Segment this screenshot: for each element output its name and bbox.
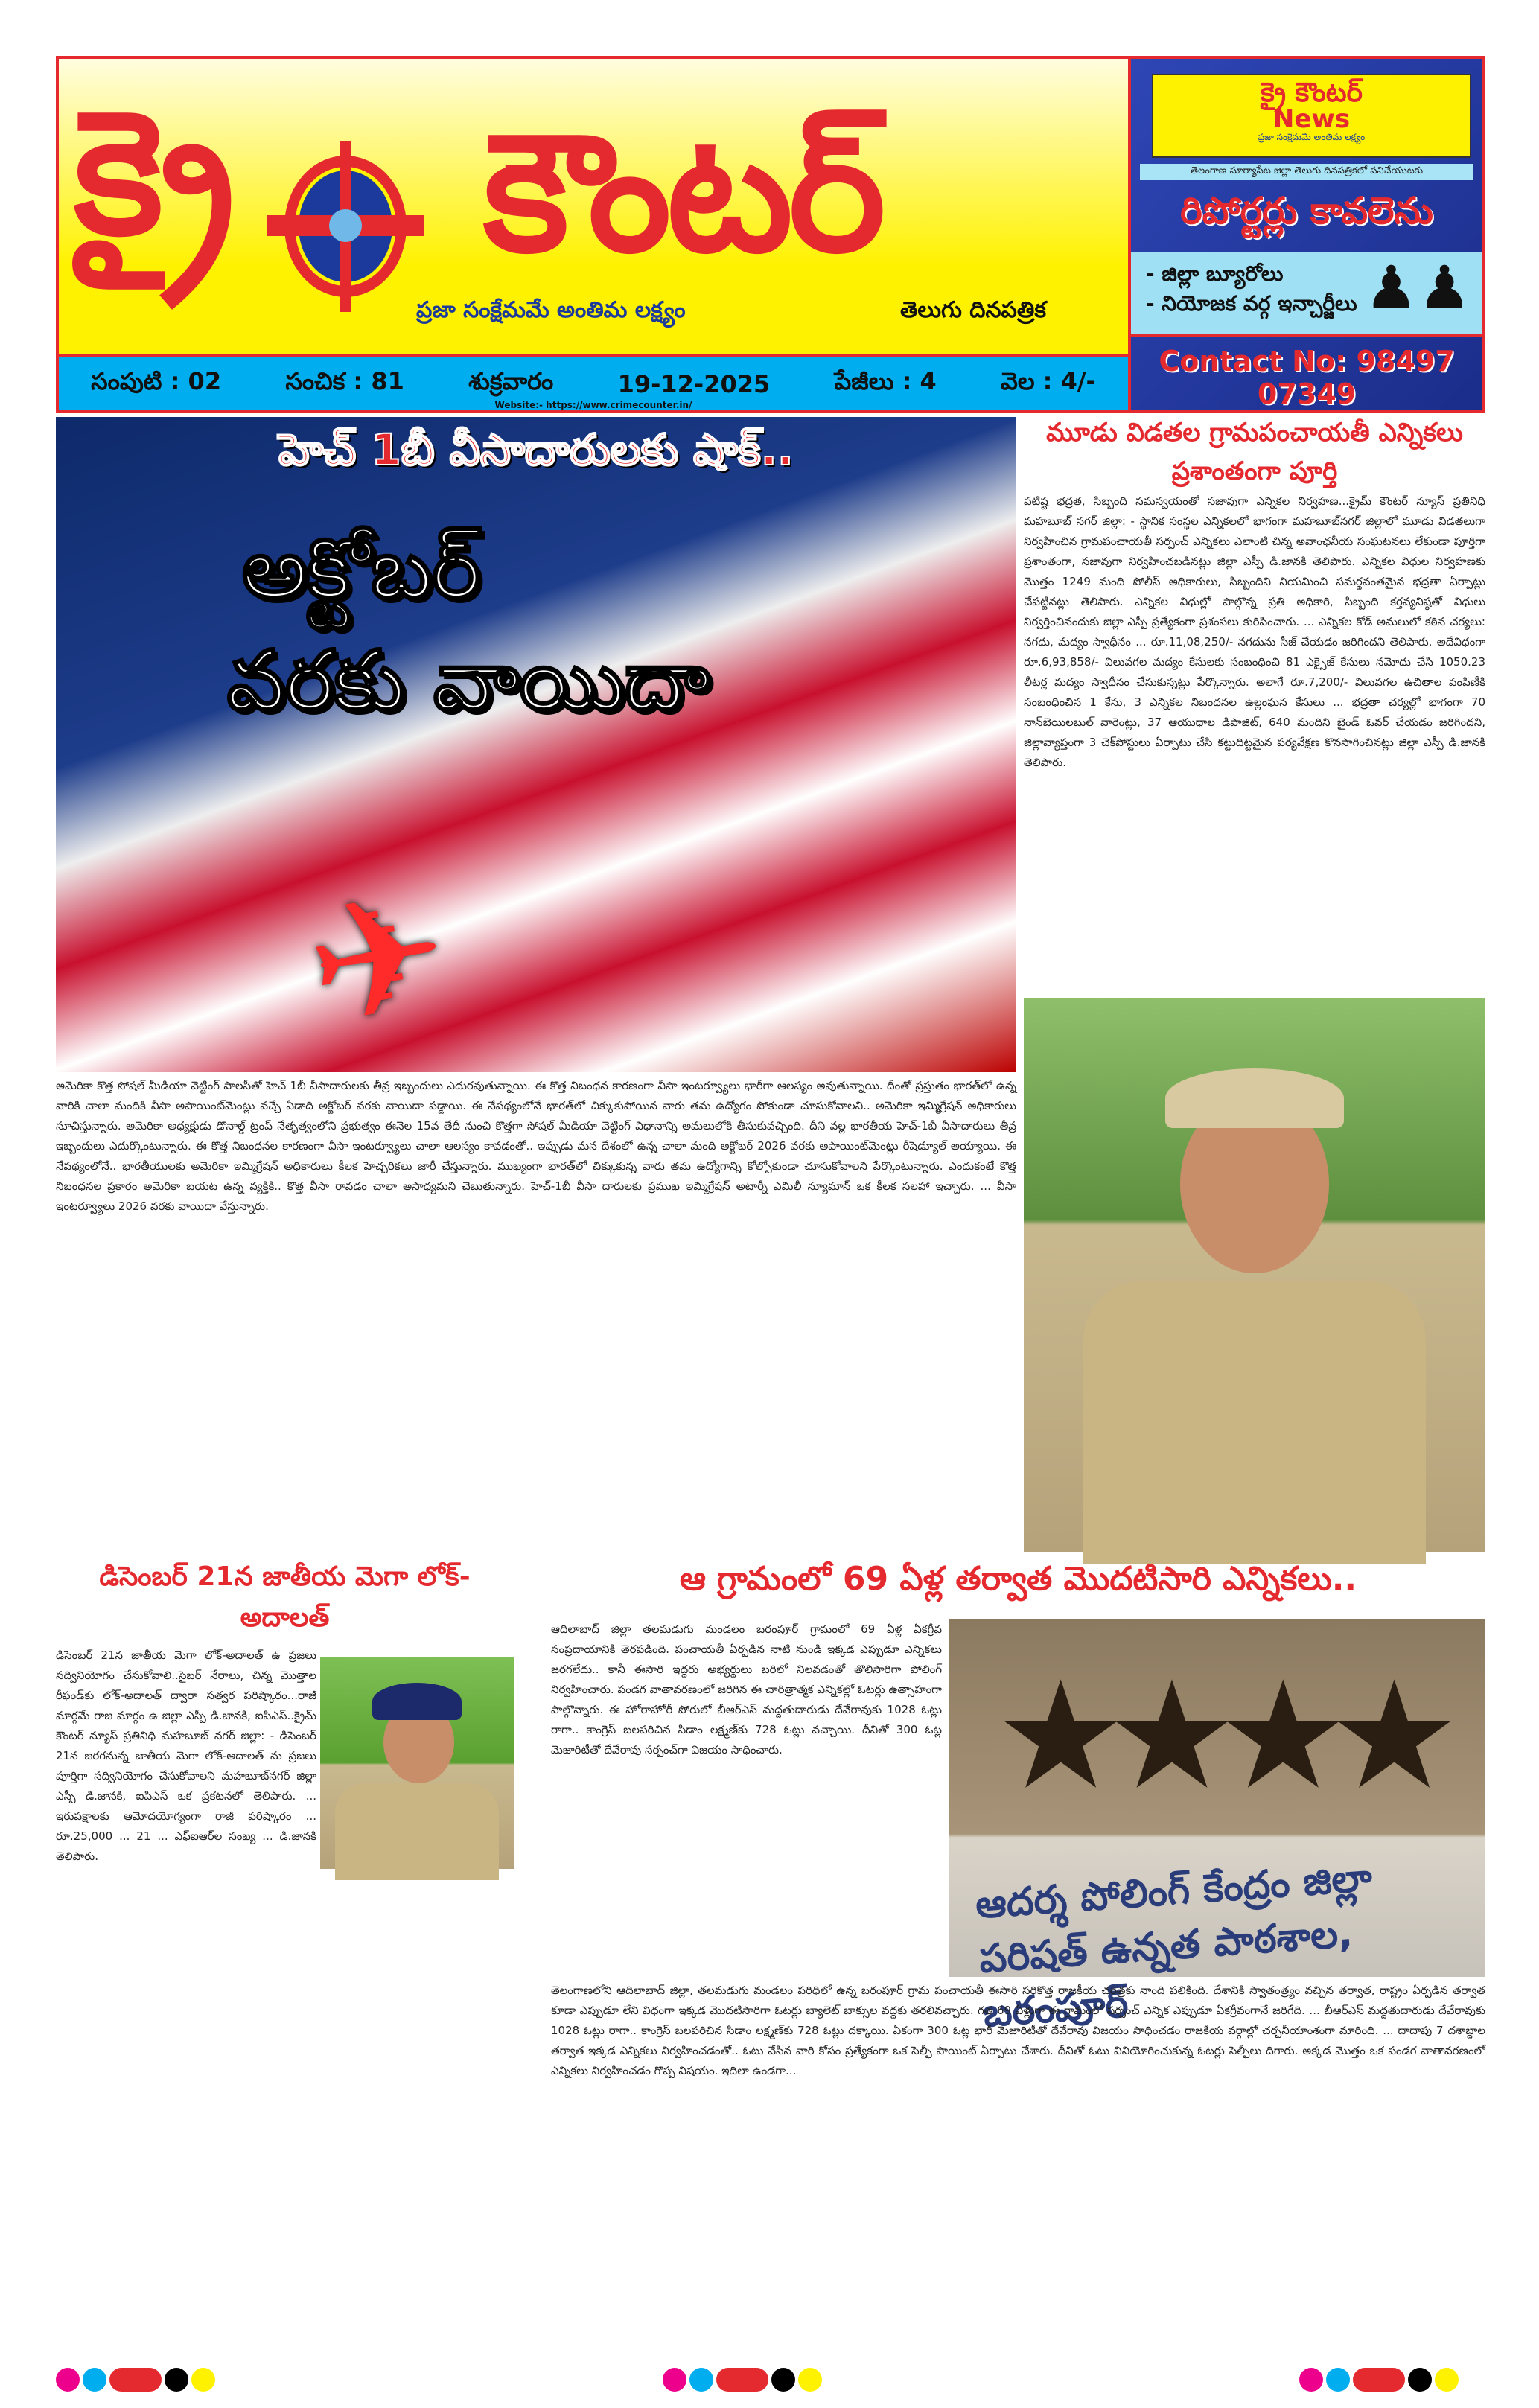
brand-name-left: క్రై (74, 74, 235, 273)
print-registration-marks (1299, 2368, 1459, 2392)
uniform (1083, 1281, 1426, 1564)
reporters-wanted-heading: రిపోర్టర్లు కావలెను (1180, 189, 1433, 233)
red-pill (1353, 2368, 1405, 2392)
price: వెల : 4/- (1001, 366, 1096, 395)
magenta-dot (663, 2368, 686, 2392)
news-logo (1152, 74, 1471, 158)
lok-adalat-body-text: డిసెంబర్ 21న జాతీయ మెగా లోక్-అదాలత్ ఉ ప్రజలు సద్వినియోగం చేసుకోవాలి..సైబర్ నేరాలు, చిన్న మొత్తాల రీఫండ్‌కు లోక్-అదాలత్ ద్వారా సత్వర పరిష్కారం...రాజీ మార్గమే రాజ మార్గం ఉ జిల్లా ఎస్పీ డి.జానకి, ఐపిఎస్..క్రైమ్ కౌంటర్ న్యూస్ ప్రతినిధి మహబూబ్ నగర్ జిల్లా: - డిసెంబర్ 21న జరగనున్న జాతీయ మెగా లోక్-అదాలత్ ను ప్రజలు పూర్తిగా సద్వినియోగం చేసుకోవాలని మహబూబ్‌నగర్ జిల్లా ఎస్పీ డి.జానకి, ఐపిఎస్ ఒక ప్రకటనలో తెలిపారు. ... ఇరుపక్షాలకు ఆమోదయోగ్యంగా రాజీ పరిష్కారం ... రూ.25,000 ... 21 ... ఎఫ్ఐఆర్‌ల సంఖ్య ... డి.జానకి తెలిపారు. (56, 1649, 316, 1863)
red-pill (716, 2368, 768, 2392)
polling-station-photo (949, 1619, 1485, 2036)
visa-story-image (56, 417, 1016, 1072)
black-dot (1408, 2368, 1432, 2392)
positions-list (1131, 252, 1482, 334)
lok-adalat-body (56, 1646, 514, 1869)
brand-name-right: కౌంటర్ (483, 98, 882, 288)
cyan-dot (689, 2368, 713, 2392)
issue-date: 19-12-2025 (617, 369, 771, 398)
cyan-dot (1326, 2368, 1350, 2392)
crosshair-globe-logo-icon (267, 141, 424, 312)
elections-headline: మూడు విడతల గ్రామపంచాయతీ ఎన్నికలు ప్రశాంతంగా పూర్తి (1046, 418, 1463, 486)
elections-body: పటిష్ట భద్రత, సిబ్బంది సమన్వయంతో సజావుగా ఎన్నికల నిర్వహణ...క్రైమ్ కౌంటర్ న్యూస్ ప్రతినిధి మహబూబ్ నగర్ జిల్లా: - స్థానిక సంస్థల ఎన్నికలలో భాగంగా మహబూబ్‌నగర్ జిల్లాలో మూడు విడతలుగా నిర్వహించిన గ్రామపంచాయతీ సర్పంచ్ ఎన్నికలు ఎలాంటి చిన్న అవాంఛనీయ సంఘటనలు లేకుండా పూర్తిగా ప్రశాంతంగా, సజావుగా నిర్వహించబడినట్లు జిల్లా ఎస్పీ డి.జానకి తెలిపారు. ఎన్నికల విధుల నిర్వహణకు మొత్తం 1249 మంది పోలీస్ అధికారులు, సిబ్బందిని నియమించి సమర్థవంతమైన భద్రతా ఏర్పాట్లు చేపట్టినట్లు తెలిపారు. ఎన్నికల విధుల్లో పాల్గొన్న ప్రతి అధికారి, సిబ్బంది కర్తవ్యనిష్ఠతో విధులు నిర్వర్తించినందుకు జిల్లా ఎస్పీ ప్రత్యేకంగా ప్రశంసలు కురిపించారు. ... ఎన్నికల కోడ్ అమలులో కఠిన చర్యలు: నగదు, మద్యం స్వాధీనం ... రూ.11,08,250/- నగదును సీజ్ చేయడం జరిగిందని తెలిపారు. అదేవిధంగా రూ.6,93,858/- విలువగల మద్యం కేసులకు సంబంధించి 81 ఎక్సైజ్ కేసులు నమోదు చేసి 1050.23 లీటర్ల మద్యం స్వాధీనం చేసుకున్నట్లు పేర్కొన్నారు. అలాగే రూ.7,200/- విలువగల ఉచితాల పంపిణీకి సంబంధించిన 1 కేసు, 3 ఎన్నికల నిబంధనల ఉల్లంఘన కేసులు ... భద్రతా చర్యల్లో భాగంగా 70 నాన్‌బెయిలబుల్ వారెంట్లు, 37 ఆయుధాల డిపాజిట్, 640 మందిని బైండ్ ఓవర్ చేయడం జరిగిందని, జిల్లావ్యాప్తంగా 3 చెక్‌పోస్టులు ఏర్పాటు చేసి కట్టుదిట్టమైన పర్యవేక్షణ కొనసాగించినట్లు జిల్లా ఎస్పీ డి.జానకి తెలిపారు. (1024, 494, 1485, 769)
village-story-body: ఆదిలాబాద్ జిల్లా తలమడుగు మండలం బరంపూర్ గ్రామంలో 69 ఏళ్ల ఏకగ్రీవ సంప్రదాయానికి తెరపడింది. పంచాయతీ ఏర్పడిన నాటి నుండి ఇక్కడ ఎప్పుడూ ఎన్నికలు జరగలేదు.. కానీ ఈసారి ఇద్దరు అభ్యర్థులు బరిలో నిలవడంతో తొలిసారిగా పోలింగ్ నిర్వహించారు. పండగ వాతావరణంలో జరిగిన ఈ చారిత్రాత్మక ఎన్నికల్లో ఓటర్లు ఉత్సాహంగా పాల్గొన్నారు. ఈ హోరాహోరీ పోరులో బీఆర్ఎస్ మద్దతుదారుడు దేవేరావుకు 1028 ఓట్లు రాగా.. కాంగ్రెస్ బలపరిచిన సిడాం లక్ష్మణ్‌కు 728 ఓట్లు వచ్చాయి. దీనితో 300 ఓట్ల మెజారిటీతో దేవేరావు సర్పంచ్‌గా విజయం సాధించారు. (551, 1622, 942, 1756)
position-item: - జిల్లా బ్యూరోలు (1146, 261, 1284, 287)
visa-image-line: అక్టోబర్ (242, 521, 481, 617)
website-link[interactable]: Website:- https://www.crimecounter.in/ (494, 400, 692, 410)
lok-adalat-headline: డిసెంబర్ 21న జాతీయ మెగా లోక్-అదాలత్ (99, 1561, 471, 1633)
daily-label: తెలుగు దినపత్రిక (900, 297, 1046, 323)
position-item: - నియోజక వర్గ ఇన్చార్జీలు (1146, 291, 1357, 316)
red-pill (109, 2368, 162, 2392)
masthead-main (59, 59, 1131, 410)
weekday: శుక్రవారం (468, 366, 554, 395)
print-registration-marks (663, 2368, 822, 2392)
tagline: ప్రజా సంక్షేమమే అంతిమ లక్ష్యం (416, 297, 686, 323)
news-logo-subtitle: News (1272, 104, 1351, 134)
polling-station-sign: ఆదర్శ పోలింగ్ కేంద్రం జిల్లా పరిషత్ ఉన్నత పాఠశాల, బరంపూర్ (974, 1855, 1374, 2036)
issue-info-bar (59, 354, 1128, 410)
contact-number: Contact No: 98497 07349 (1131, 334, 1482, 410)
news-logo-tagline: ప్రజా సంక్షేమమే అంతిమ లక్ష్యం (1258, 132, 1366, 142)
magenta-dot (56, 2368, 80, 2392)
magenta-dot (1299, 2368, 1323, 2392)
airplane-icon: ✈ (293, 853, 462, 1066)
issue-number: సంచిక : 81 (285, 366, 404, 395)
photo-spacer (316, 1646, 514, 1869)
page-count: పేజీలు : 4 (834, 366, 937, 395)
volume: సంపుటి : 02 (91, 366, 222, 395)
black-dot (165, 2368, 188, 2392)
people-silhouette-icon: ♟♟ (1364, 253, 1471, 323)
masthead-banner (59, 59, 1128, 354)
sp-portrait-photo (1024, 998, 1485, 1552)
visa-image-line: వరకు వాయిదా (227, 633, 710, 728)
visa-story-body: అమెరికా కొత్త సోషల్ మీడియా వెట్టింగ్ పాలసీతో హెచ్ 1బీ వీసాదారులకు తీవ్ర ఇబ్బందులు ఎదురవుతున్నాయి. ఈ కొత్త నిబంధన కారణంగా వీసా ఇంటర్వ్యూలు భారీగా ఆలస్యం అవుతున్నాయి. దీంతో ప్రస్తుతం భారత్‌లో ఉన్న వారికి చాలా మందికి వీసా అపాయింట్‌మెంట్లు వచ్చే ఏడాది అక్టోబర్ వరకు వాయిదా పడ్డాయి. ఈ నేపథ్యంలోనే భారత్‌లో చిక్కుకుపోయిన వారు తమ ఉద్యోగం పోకుండా చూసుకోవాలని.. అమెరికా ఇమ్మిగ్రేషన్ అధికారులు సూచిస్తున్నారు. అమెరికా అధ్యక్షుడు డొనాల్డ్ ట్రంప్ నేతృత్వంలోని ప్రభుత్వం ఈనెల 15వ తేదీ నుంచి కొత్తగా సోషల్ మీడియా వెట్టింగ్ విధానాన్ని అమలులోకి తీసుకువచ్చింది. దీని వల్ల భారతీయ హెచ్-1బీ వీసాదారులు తీవ్ర ఇబ్బందులు ఎదుర్కొంటున్నారు. ఈ కొత్త నిబంధనల కారణంగా వీసా ఇంటర్వ్యూలు చాలా ఆలస్యం కావడంతో.. ఇప్పుడు మన దేశంలో ఉన్న చాలా మంది అక్టోబర్ 2026 వరకు అపాయింట్‌మెంట్లు రీషెడ్యూల్ అయ్యాయి. ఈ నేపథ్యంలోనే.. భారతీయులకు అమెరికా ఇమ్మిగ్రేషన్ అధికారులు కీలక హెచ్చరికలు జారీ చేస్తున్నారు. ముఖ్యంగా భారత్‌లో చిక్కుకున్న వారు తమ ఉద్యోగాన్ని కోల్పోకుండా చూసుకోవాలని పేర్కొంటున్నారు. ఎందుకంటే కొత్త నిబంధనల ప్రకారం అమెరికా బయట ఉన్న వ్యక్తికి.. కొత్త వీసా రావడం చాలా అసాధ్యమని చెబుతున్నారు. హెచ్-1బీ వీసా దారులకు ప్రముఖ ఇమ్మిగ్రేషన్ అటార్నీ ఎమిలీ న్యూమాన్ ఒక కీలక సలహా ఇచ్చారు. ... వీసా ఇంటర్వ్యూలు 2026 వరకు వాయిదా వేస్తున్నారు. (56, 1079, 1016, 1213)
print-registration-marks (56, 2368, 215, 2392)
village-story-body-continued: తెలంగాణలోని ఆదిలాబాద్ జిల్లా, తలమడుగు మండలం పరిధిలో ఉన్న బరంపూర్ గ్రామ పంచాయతీ ఈసారి సరికొత్త రాజకీయ చరిత్రకు నాంది పలికింది. దేశానికి స్వాతంత్ర్యం వచ్చిన తర్వాత, రాష్ట్రం ఏర్పడిన తర్వాత కూడా ఎప్పుడూ లేని విధంగా ఇక్కడ మొదటిసారిగా ఓటర్లు బ్యాలెట్ బాక్సుల వద్దకు తరలివచ్చారు. గత 69 ఏళ్లుగా ఈ గ్రామంలో సర్పంచ్ ఎన్నిక ఎప్పుడూ ఏకగ్రీవంగానే జరిగేది. ... బీఆర్ఎస్ మద్దతుదారుడు దేవేరావుకు 1028 ఓట్లు రాగా.. కాంగ్రెస్ బలపరిచిన సిడాం లక్ష్మణ్‌కు 728 ఓట్లు దక్కాయి. ఏకంగా 300 ఓట్ల భారీ మెజారిటీతో దేవేరావు విజయం సాధించడం రాజకీయ వర్గాల్లో చర్చనీయాంశంగా మారింది. ... దాదాపు 7 దశాబ్దాల తర్వాత ఇక్కడ ఎన్నికలు నిర్వహించడంతో.. ఓటు వేసిన వారి కోసం ప్రత్యేకంగా ఒక సెల్ఫీ పాయింట్ ఏర్పాటు చేశారు. దీనితో ఓటు వినియోగించుకున్న ఓటర్లు సెల్ఫీలు దిగారు. అక్కడ మొత్తం ఒక పండగ వాతావరణంలో ఎన్నికలు నిర్వహించడం గొప్ప విషయం. ఇదిలా ఉండగా... (551, 1984, 1485, 2077)
ad-note: తెలంగాణ సూర్యాపేట జిల్లా తెలుగు దినపత్రికలో పనిచేయుటకు (1140, 164, 1473, 180)
visa-image-title: హెచ్ 1బీ వీసాదారులకు షాక్.. (278, 424, 794, 475)
black-dot (771, 2368, 795, 2392)
police-cap (1165, 1068, 1344, 1128)
cyan-dot (83, 2368, 106, 2392)
yellow-dot (191, 2368, 215, 2392)
tribal-art-figures-icon: ★★★★ (994, 1649, 1439, 1823)
reporters-wanted-ad (1131, 59, 1482, 410)
news-logo-title: క్రై కౌంటర్ (1261, 77, 1363, 108)
yellow-dot (798, 2368, 822, 2392)
yellow-dot (1435, 2368, 1459, 2392)
masthead (56, 56, 1485, 413)
village-election-headline: ఆ గ్రామంలో 69 ఏళ్ల తర్వాత మొదటిసారి ఎన్నికలు.. (679, 1560, 1357, 1598)
